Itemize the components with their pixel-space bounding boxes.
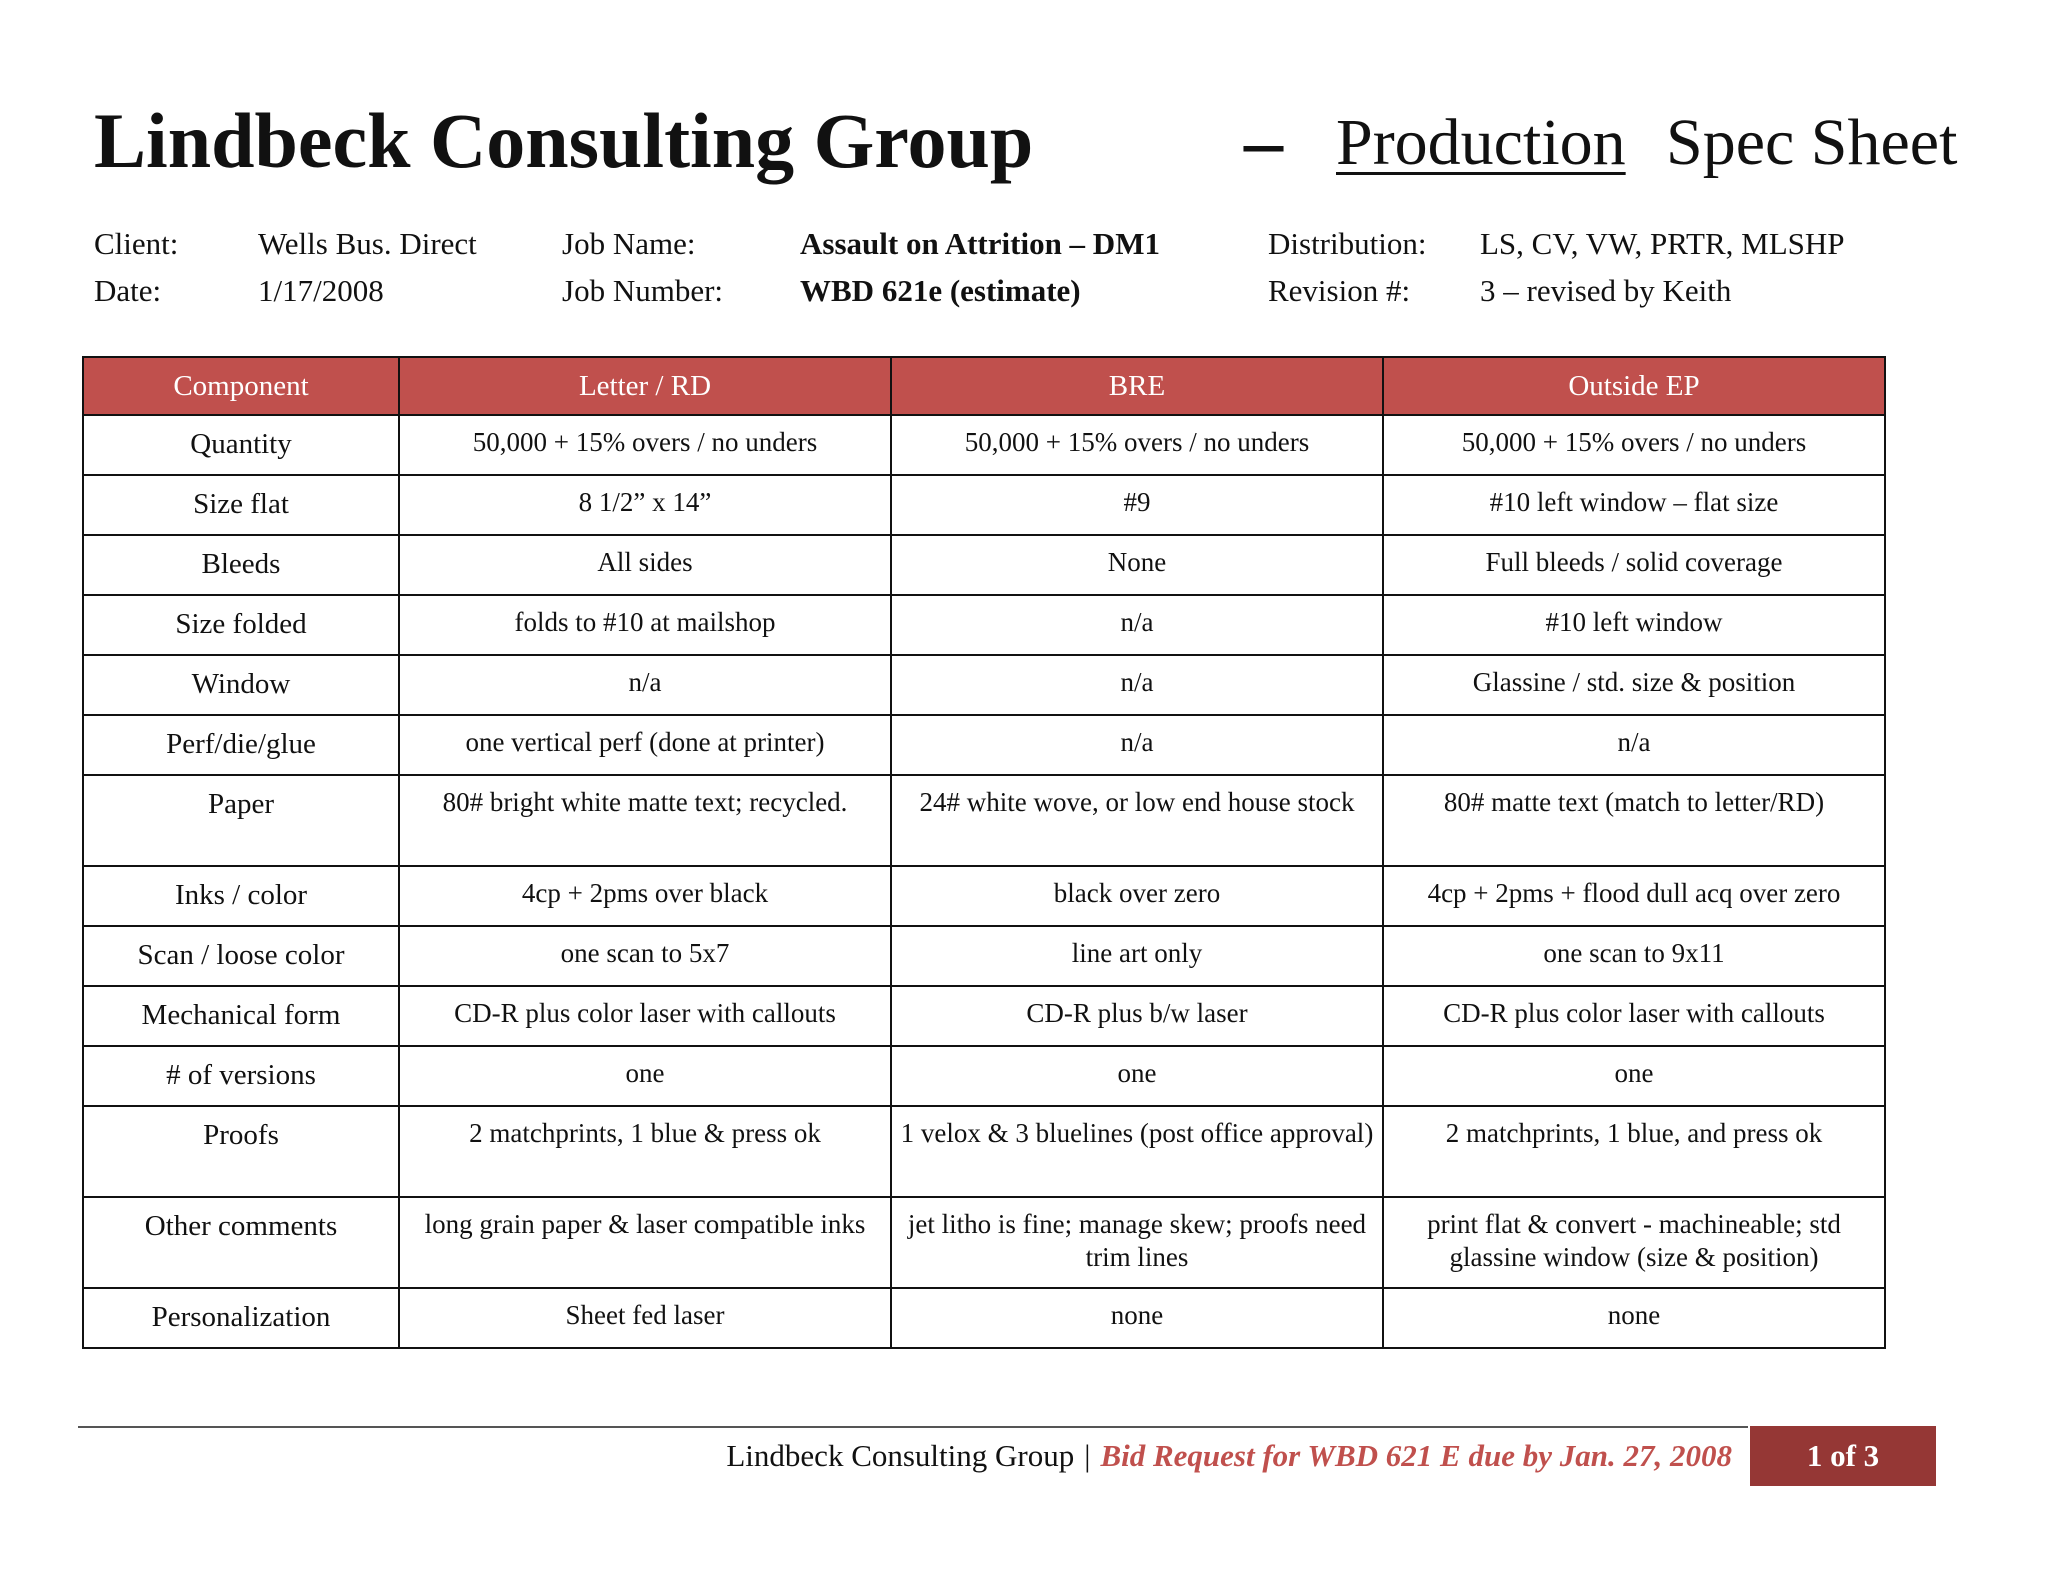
table-cell: line art only: [891, 926, 1383, 986]
table-cell: All sides: [399, 535, 891, 595]
footer-separator: |: [1084, 1438, 1091, 1473]
table-cell: folds to #10 at mailshop: [399, 595, 891, 655]
table-row: [83, 926, 1885, 986]
table-cell: 2 matchprints, 1 blue & press ok: [399, 1106, 891, 1197]
title-dash: –: [1244, 97, 1283, 184]
table-row: [83, 1288, 1885, 1348]
table-cell: print flat & convert - machineable; std glassine window (size & position): [1383, 1197, 1885, 1288]
table-row: [83, 415, 1885, 475]
row-label: Bleeds: [83, 535, 399, 595]
table-row: [83, 1106, 1885, 1197]
table-row: [83, 775, 1885, 866]
table-row: [83, 986, 1885, 1046]
page-number-badge: 1 of 3: [1750, 1426, 1936, 1486]
table-row: [83, 1046, 1885, 1106]
title-spec-sheet: Spec Sheet: [1666, 106, 1958, 179]
table-cell: 2 matchprints, 1 blue, and press ok: [1383, 1106, 1885, 1197]
job-name-label: Job Name:: [562, 226, 696, 261]
table-cell: 4cp + 2pms over black: [399, 866, 891, 926]
header-letter-rd: Letter / RD: [399, 357, 891, 415]
row-label: Mechanical form: [83, 986, 399, 1046]
row-label: Inks / color: [83, 866, 399, 926]
table-row: [83, 655, 1885, 715]
distribution-label: Distribution:: [1268, 226, 1427, 261]
job-name-value: Assault on Attrition – DM1: [800, 226, 1160, 261]
header-component: Component: [83, 357, 399, 415]
table-cell: one: [891, 1046, 1383, 1106]
distribution-value: LS, CV, VW, PRTR, MLSHP: [1480, 226, 1845, 261]
table-cell: one scan to 9x11: [1383, 926, 1885, 986]
header-outside-ep: Outside EP: [1383, 357, 1885, 415]
footer: [726, 1434, 1732, 1478]
table-cell: 4cp + 2pms + flood dull acq over zero: [1383, 866, 1885, 926]
title-company-name: Lindbeck Consulting Group: [94, 97, 1034, 184]
row-label: Window: [83, 655, 399, 715]
title-production: Production: [1336, 106, 1626, 179]
row-label: Paper: [83, 775, 399, 866]
table-cell: n/a: [891, 655, 1383, 715]
table-row: [83, 715, 1885, 775]
table-cell: 24# white wove, or low end house stock: [891, 775, 1383, 866]
table-cell: n/a: [891, 595, 1383, 655]
table-cell: 8 1/2” x 14”: [399, 475, 891, 535]
row-label: # of versions: [83, 1046, 399, 1106]
row-label: Size flat: [83, 475, 399, 535]
table-header-row: [83, 357, 1885, 415]
table-cell: none: [891, 1288, 1383, 1348]
table-cell: one: [399, 1046, 891, 1106]
table-cell: Glassine / std. size & position: [1383, 655, 1885, 715]
table-cell: one vertical perf (done at printer): [399, 715, 891, 775]
footer-company: Lindbeck Consulting Group: [726, 1438, 1075, 1473]
row-label: Perf/die/glue: [83, 715, 399, 775]
table-cell: 50,000 + 15% overs / no unders: [891, 415, 1383, 475]
revision-label: Revision #:: [1268, 273, 1411, 308]
table-cell: one scan to 5x7: [399, 926, 891, 986]
job-number-value: WBD 621e (estimate): [800, 273, 1081, 308]
job-number-label: Job Number:: [562, 273, 724, 308]
row-label: Proofs: [83, 1106, 399, 1197]
table-cell: None: [891, 535, 1383, 595]
table-cell: n/a: [1383, 715, 1885, 775]
table-cell: CD-R plus color laser with callouts: [1383, 986, 1885, 1046]
table-row: [83, 866, 1885, 926]
table-cell: Sheet fed laser: [399, 1288, 891, 1348]
table-cell: #10 left window: [1383, 595, 1885, 655]
table-cell: black over zero: [891, 866, 1383, 926]
table-cell: 50,000 + 15% overs / no unders: [1383, 415, 1885, 475]
table-cell: CD-R plus color laser with callouts: [399, 986, 891, 1046]
header-bre: BRE: [891, 357, 1383, 415]
table-cell: none: [1383, 1288, 1885, 1348]
table-cell: 80# matte text (match to letter/RD): [1383, 775, 1885, 866]
row-label: Personalization: [83, 1288, 399, 1348]
table-cell: 80# bright white matte text; recycled.: [399, 775, 891, 866]
table-row: [83, 535, 1885, 595]
table-cell: 1 velox & 3 bluelines (post office approval): [891, 1106, 1383, 1197]
footer-bid-request: Bid Request for WBD 621 E due by Jan. 27, 2008: [1100, 1438, 1732, 1473]
table-cell: #10 left window – flat size: [1383, 475, 1885, 535]
table-cell: n/a: [891, 715, 1383, 775]
table-cell: long grain paper & laser compatible inks: [399, 1197, 891, 1288]
table-cell: Full bleeds / solid coverage: [1383, 535, 1885, 595]
table-cell: one: [1383, 1046, 1885, 1106]
row-label: Quantity: [83, 415, 399, 475]
table-row: [83, 595, 1885, 655]
revision-value: 3 – revised by Keith: [1480, 273, 1732, 308]
document-title: [94, 96, 1974, 186]
table-cell: 50,000 + 15% overs / no unders: [399, 415, 891, 475]
table-cell: CD-R plus b/w laser: [891, 986, 1383, 1046]
table-row: [83, 1197, 1885, 1288]
row-label: Scan / loose color: [83, 926, 399, 986]
table-cell: jet litho is fine; manage skew; proofs need trim lines: [891, 1197, 1383, 1288]
date-value: 1/17/2008: [258, 273, 384, 308]
table-cell: #9: [891, 475, 1383, 535]
table-row: [83, 475, 1885, 535]
footer-divider: [78, 1426, 1748, 1428]
row-label: Size folded: [83, 595, 399, 655]
table-cell: n/a: [399, 655, 891, 715]
date-label: Date:: [94, 273, 162, 308]
spec-table: [82, 356, 1886, 1349]
row-label: Other comments: [83, 1197, 399, 1288]
client-value: Wells Bus. Direct: [258, 226, 477, 261]
client-label: Client:: [94, 226, 179, 261]
